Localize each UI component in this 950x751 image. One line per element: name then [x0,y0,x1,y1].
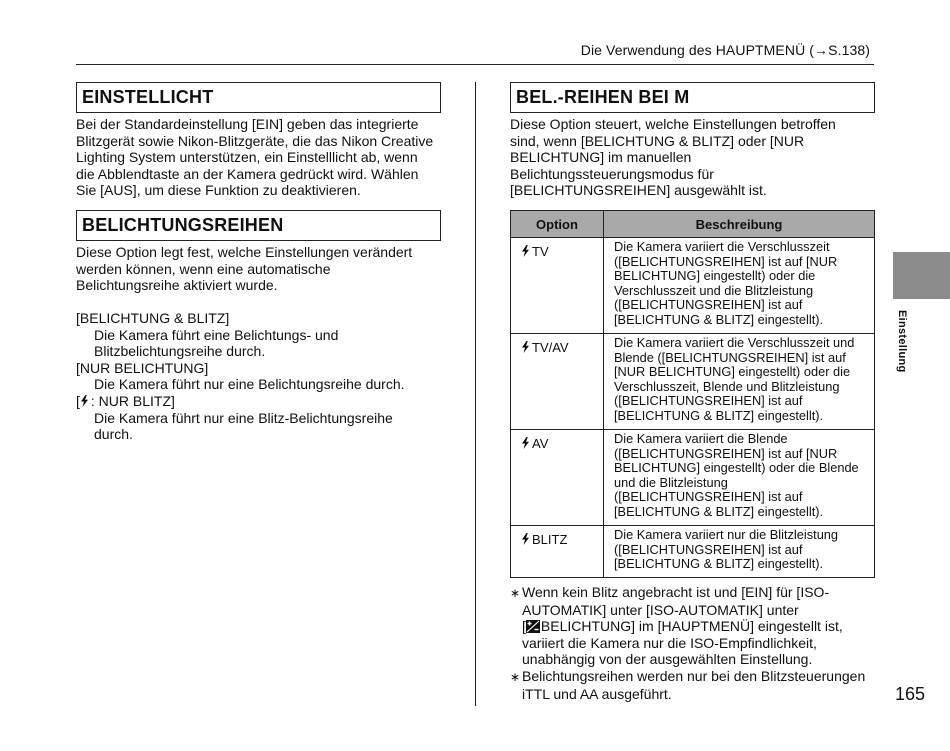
desc-line: [BELICHTUNG & BLITZ] eingestellt). [614,503,824,519]
column-header-beschreibung: Beschreibung [604,211,875,238]
option-name: AV [532,436,549,451]
flash-icon [521,533,530,545]
table-row [511,430,875,526]
flash-icon [521,341,530,353]
note-line: unabhängig von der ausgewählten Einstellung. [522,651,813,668]
page-number: 165 [895,684,926,704]
note-text: Belichtungsreihen werden nur bei den Blitzsteuerungen [522,667,866,684]
belichtungsreihen-options [76,310,405,443]
text-line: sind, wenn [BELICHTUNG & BLITZ] oder [NUR [510,132,805,149]
option-name: TV/AV [532,340,569,355]
asterisk: ∗ [510,586,521,600]
note-line: iTTL und AA ausgeführt. [522,685,672,702]
option-label: [BELICHTUNG & BLITZ] [76,310,230,326]
text-line: [BELICHTUNGSREIHEN] ausgewählt ist. [510,182,767,199]
desc-line: Die Kamera variiert die Verschlusszeit [614,239,830,254]
desc-line: ([BELICHTUNGSREIHEN] ist auf [614,393,803,409]
text-line: Belichtungssteuerungsmodus für [510,165,714,182]
text-line: Bei der Standardeinstellung [EIN] geben das integrierte [76,116,419,132]
desc-line: Blende ([BELICHTUNGSREIHEN] ist auf [614,349,846,365]
desc-line: ([BELICHTUNGSREIHEN] ist auf [NUR [614,445,838,461]
note-line: variiert die Kamera nur die ISO-Empfindlichkeit, [522,634,817,651]
option-label: [NUR BELICHTUNG] [76,359,209,376]
text-line: Diese Option legt fest, welche Einstellungen verändert [76,244,413,260]
table-row [511,238,875,334]
option-cell [511,430,604,526]
option-cell [511,334,604,430]
desc-line: ([BELICHTUNGSREIHEN] ist auf [614,297,803,313]
table-row [511,526,875,578]
desc-line: und die Blitzleistung [614,474,728,490]
option-label-flash [76,393,405,410]
option-description: durch. [94,426,133,443]
desc-line: ([BELICHTUNGSREIHEN] ist auf [614,541,803,557]
table-header-row [511,211,875,238]
description-cell [604,430,875,526]
option-description: Die Kamera führt nur eine Belichtungsreihe durch. [94,376,405,393]
page-header-reference: Die Verwendung des HAUPTMENÜ (→S.138) [580,42,870,58]
heading-belichtungsreihen: BELICHTUNGSREIHEN [76,210,441,241]
desc-line: ([BELICHTUNGSREIHEN] ist auf [614,489,803,505]
table-row [511,334,875,430]
text-line: Lighting System unterstützen, ein Einstelllicht ab, wenn [76,149,418,166]
description-cell [604,526,875,578]
text-line: werden können, wenn eine automatische [76,260,331,277]
text-line: Diese Option steuert, welche Einstellungen betroffen [510,116,836,132]
note-line [510,584,865,602]
note-line: AUTOMATIK] unter [ISO-AUTOMATIK] unter [522,601,799,618]
desc-line: [BELICHTUNG & BLITZ] eingestellt). [614,407,824,423]
description-cell [604,334,875,430]
belichtungsreihen-text [76,244,412,294]
option-cell [511,526,604,578]
footnotes [510,584,865,702]
note-line [510,668,865,686]
options-table [510,210,875,578]
exposure-compensation-icon [526,620,540,633]
column-header-option: Option [511,211,604,238]
desc-line: [NUR BELICHTUNG] eingestellt) oder die [614,364,851,380]
text-line: Sie [AUS], um diese Funktion zu deaktivieren. [76,182,361,199]
bracket-open: [ [76,392,80,409]
flash-icon [80,395,89,407]
desc-line: Die Kamera variiert nur die Blitzleistung [614,527,839,542]
option-cell [511,238,604,334]
option-label-text: : NUR BLITZ] [90,392,175,409]
einstelllicht-text [76,116,433,199]
heading-einstelllicht: EINSTELLICHT [76,82,441,113]
text-line: die Abblendtaste an der Kamera gedrückt wird. Wählen [76,165,419,182]
option-name: BLITZ [532,532,568,547]
desc-line: Verschlusszeit und die Blitzleistung [614,282,814,298]
heading-bel-reihen-bei-m: BEL.-REIHEN BEI M [510,82,875,113]
description-cell [604,238,875,334]
asterisk: ∗ [510,669,521,684]
option-name: TV [532,244,549,259]
note-text: BELICHTUNG] im [HAUPTMENÜ] eingestellt ist, [540,618,843,635]
desc-line: Die Kamera variiert die Blende [614,431,788,446]
chapter-tab [893,252,950,299]
desc-line: BELICHTUNG] eingestellt) oder die [614,268,816,284]
desc-line: BELICHTUNG] eingestellt) oder die Blende [614,460,859,476]
desc-line: [BELICHTUNG & BLITZ] eingestellt). [614,556,824,572]
option-description: Die Kamera führt eine Belichtungs- und [94,326,339,343]
note-text: Wenn kein Blitz angebracht ist und [EIN] für [ISO- [522,584,830,600]
bracket-open: [ [522,618,526,635]
option-description: Die Kamera führt nur eine Blitz-Belichtungsreihe [94,409,393,426]
header-rule [76,64,874,65]
flash-icon [521,437,530,449]
flash-icon [521,245,530,257]
desc-line: ([BELICHTUNGSREIHEN] ist auf [NUR [614,253,838,269]
chapter-label: Einstellung [896,310,908,373]
bel-reihen-text [510,116,836,199]
desc-line: Die Kamera variiert die Verschlusszeit und [614,335,855,350]
note-line [510,618,865,635]
option-description: Blitzbelichtungsreihe durch. [94,343,266,360]
desc-line: [BELICHTUNG & BLITZ] eingestellt). [614,311,824,327]
text-line: Belichtungsreihe aktiviert wurde. [76,277,278,294]
text-line: Blitzgerät sowie Nikon-Blitzgeräte, die das Nikon Creative [76,132,434,149]
desc-line: Verschlusszeit, Blende und Blitzleistung [614,378,840,394]
column-divider [475,82,476,706]
text-line: BELICHTUNG] im manuellen [510,149,692,166]
